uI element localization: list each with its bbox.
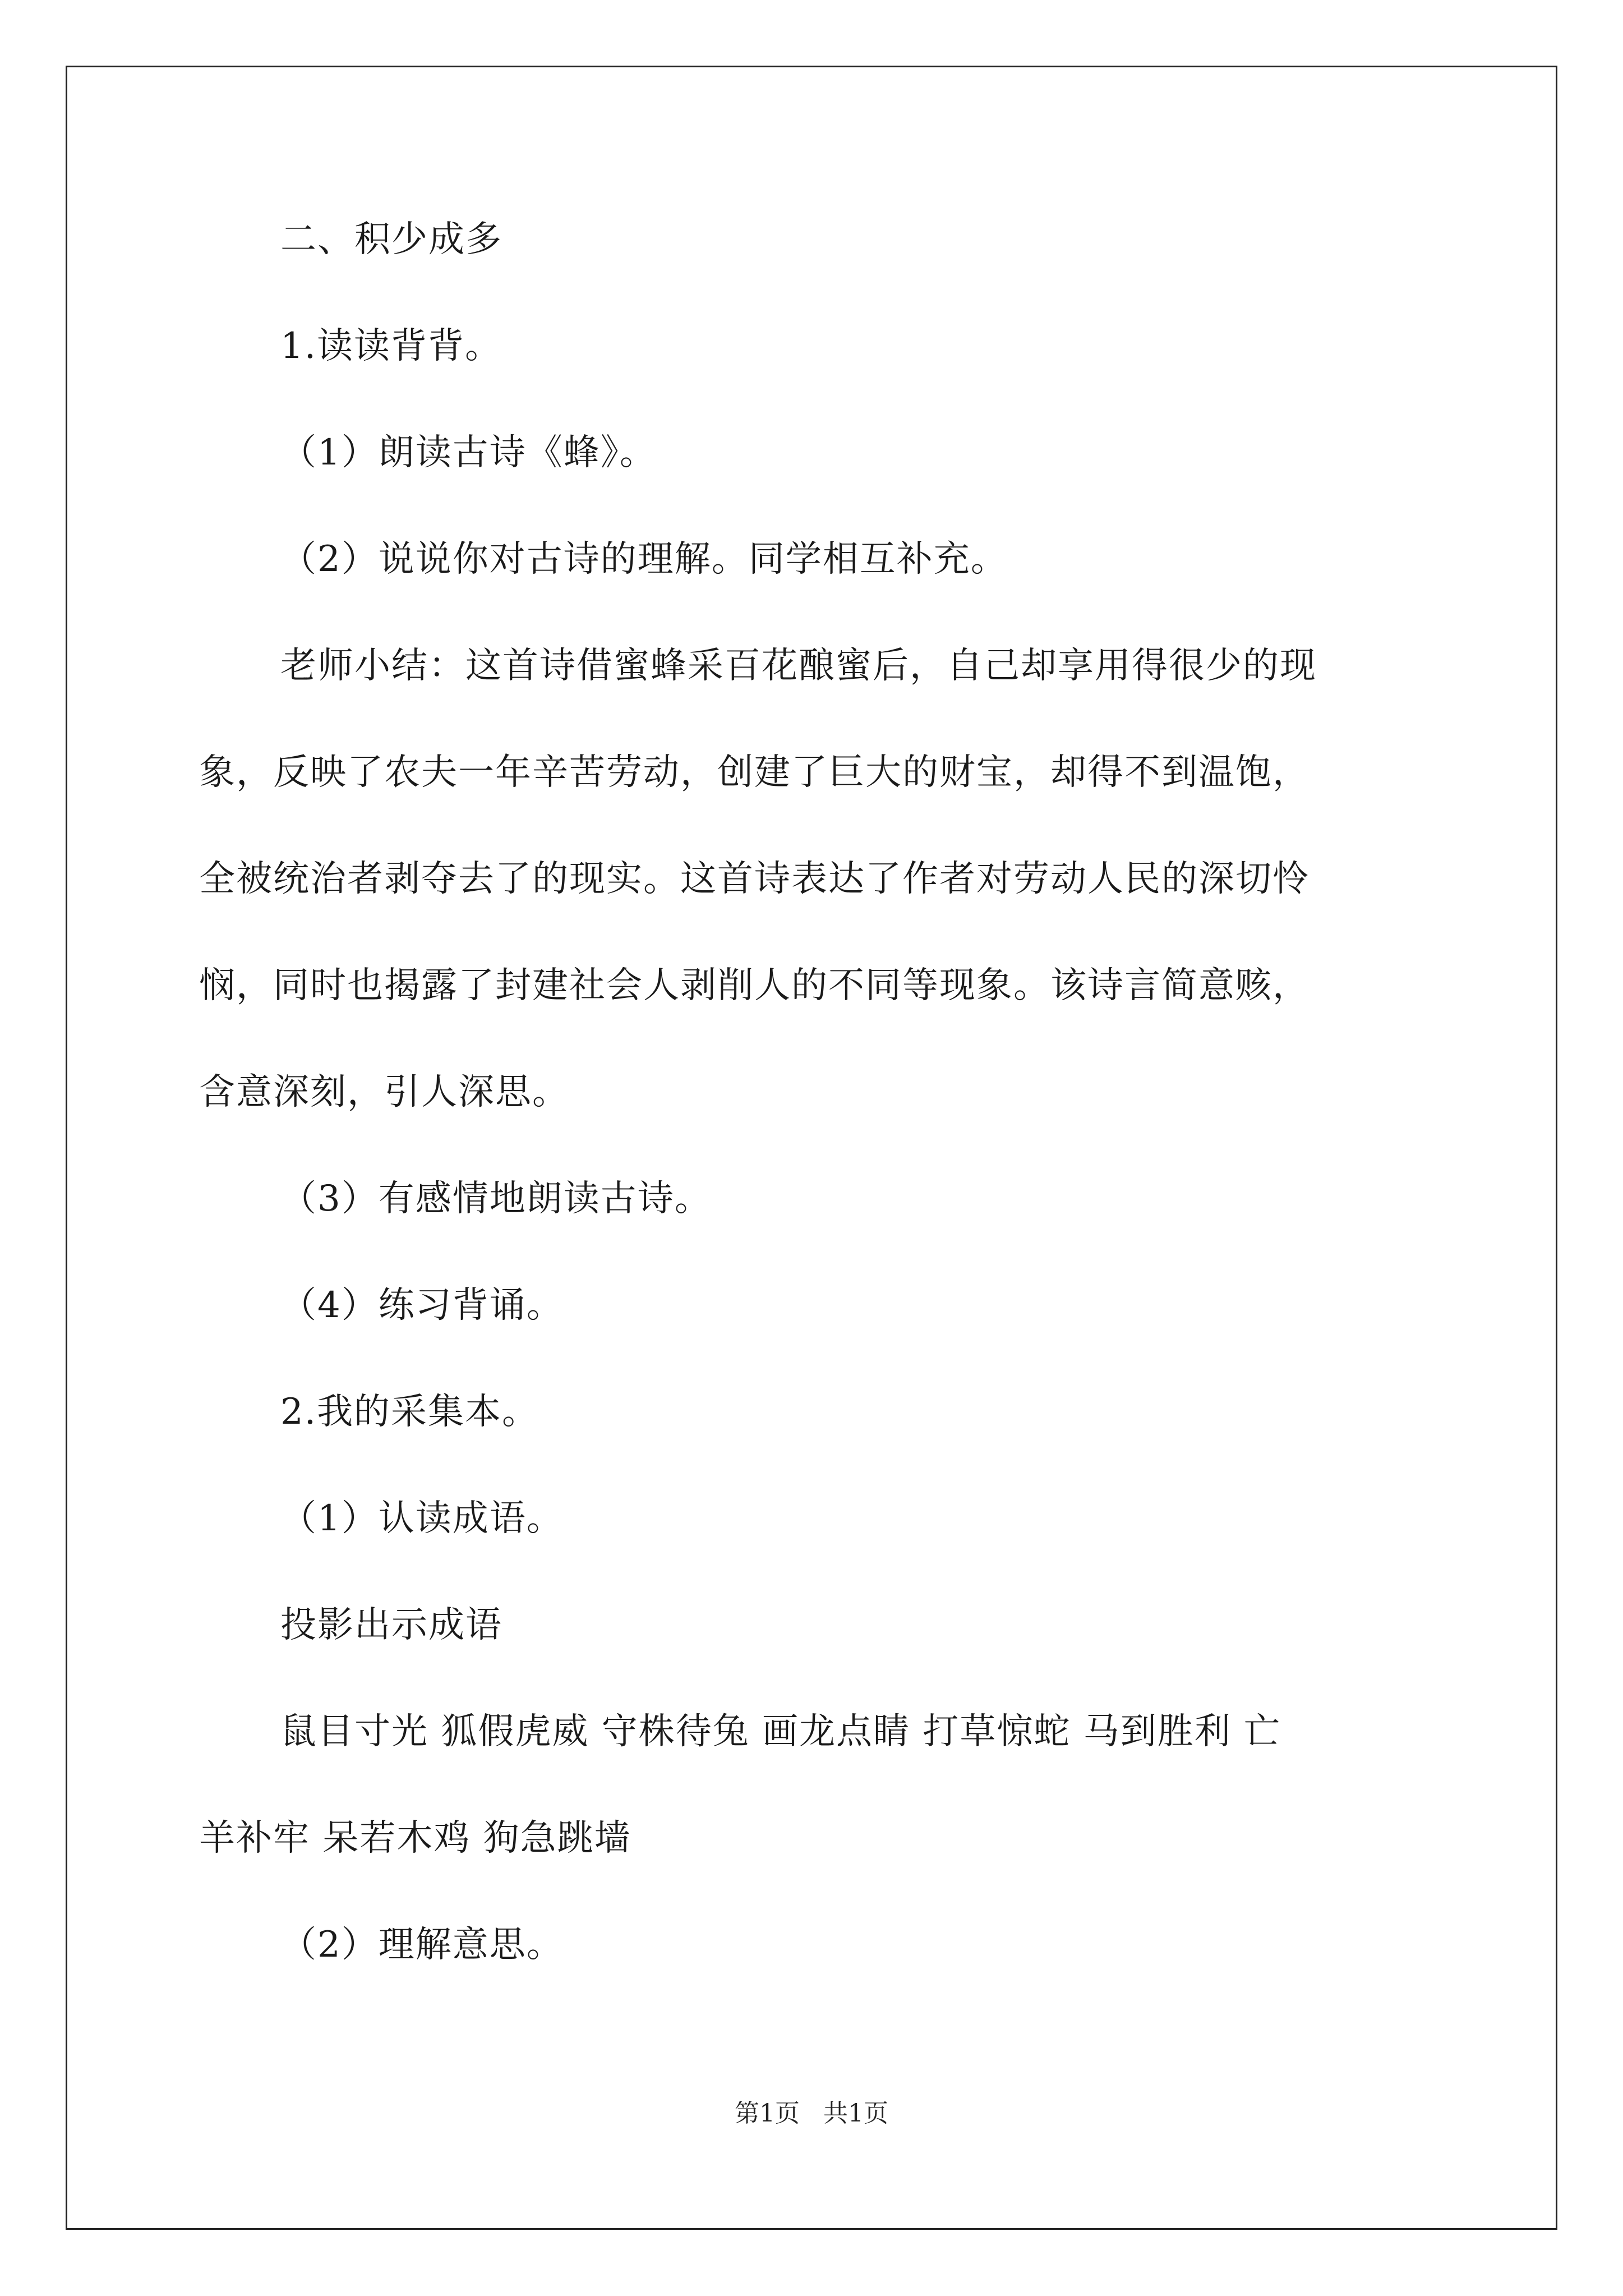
section-heading: 二、积少成多 bbox=[280, 219, 502, 260]
summary-line: 含意深刻，引人深思。 bbox=[199, 1071, 569, 1113]
item-1-step-3: （3）有感情地朗读古诗。 bbox=[280, 1178, 712, 1220]
summary-line: 老师小结：这首诗借蜜蜂采百花酿蜜后，自己却享用得很少的现 bbox=[280, 645, 1317, 687]
item-1-step-4: （4）练习背诵。 bbox=[280, 1285, 564, 1326]
projection-label: 投影出示成语 bbox=[280, 1604, 502, 1646]
item-2-step-1: （1）认读成语。 bbox=[280, 1498, 564, 1539]
item-2-title: 2.我的采集本。 bbox=[280, 1391, 540, 1433]
summary-line: 象，反映了农夫一年辛苦劳动，创建了巨大的财宝，却得不到温饱， bbox=[199, 752, 1310, 793]
teacher-summary-paragraph bbox=[199, 638, 1427, 1120]
item-1-step-1: （1）朗读古诗《蜂》。 bbox=[280, 432, 657, 473]
item-2-step-2: （2）理解意思。 bbox=[280, 1924, 564, 1966]
idiom-list bbox=[199, 1704, 1427, 1866]
page-footer: 第1页 共1页 bbox=[735, 2099, 888, 2128]
idiom-line: 羊补牢 呆若木鸡 狗急跳墙 bbox=[199, 1818, 631, 1859]
summary-line: 悯，同时也揭露了封建社会人剥削人的不同等现象。该诗言简意赅， bbox=[199, 965, 1310, 1006]
item-1-step-2: （2）说说你对古诗的理解。同学相互补充。 bbox=[280, 539, 1008, 580]
idiom-line: 鼠目寸光 狐假虎威 守株待兔 画龙点睛 打草惊蛇 马到胜利 亡 bbox=[280, 1711, 1281, 1752]
document-body bbox=[199, 211, 1427, 1973]
item-1-title: 1.读读背背。 bbox=[280, 325, 502, 367]
summary-line: 全被统治者剥夺去了的现实。这首诗表达了作者对劳动人民的深切怜 bbox=[199, 858, 1310, 900]
